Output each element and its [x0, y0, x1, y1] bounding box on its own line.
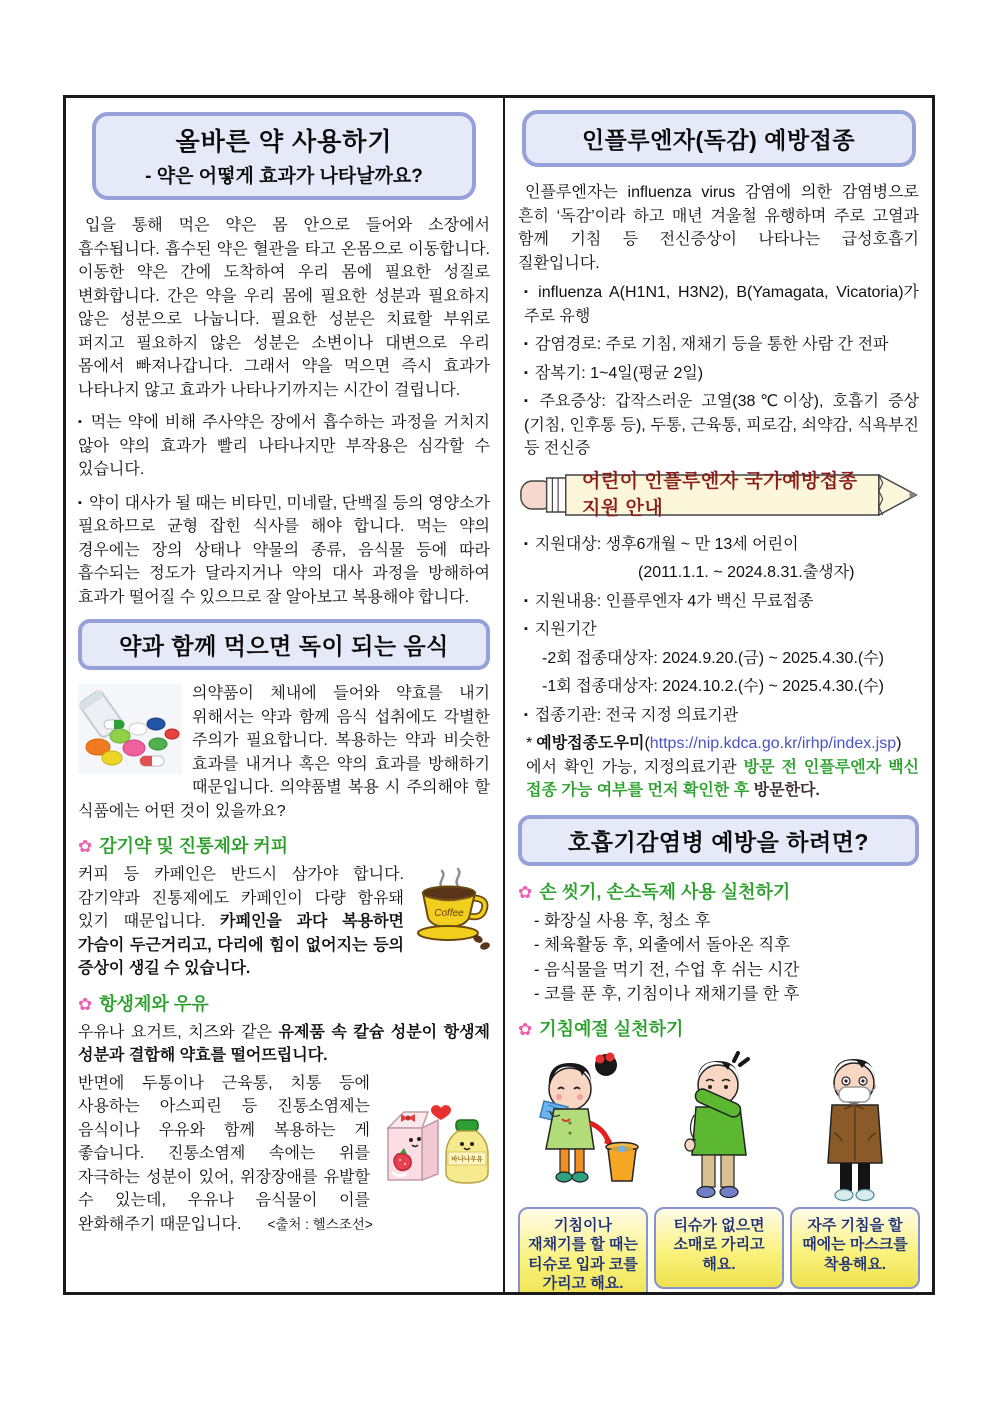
square-bullet-icon: ▪ — [524, 286, 532, 298]
coffee-heading — [78, 832, 490, 858]
milk-heading-text: 항생제와 우유 — [99, 993, 209, 1014]
handwash-item: - 체육활동 후, 외출에서 돌아온 직후 — [534, 936, 791, 954]
left-title-box — [92, 112, 476, 200]
bullet-text: 감염경로: 주로 기침, 재채기 등을 통한 사람 간 전파 — [534, 336, 889, 353]
square-bullet-icon: ▪ — [524, 594, 528, 607]
banana-milk-label: 바나나우유 — [451, 1155, 483, 1163]
flu-info-bullet — [518, 362, 919, 386]
prevention-section-title-box — [518, 815, 919, 866]
source-credit: <출처 : 헬스조선> — [267, 1216, 373, 1232]
vaccination-helper-note — [518, 732, 919, 803]
medicine-bullet-1 — [78, 411, 490, 482]
bullet-text: 지원내용: 인플루엔자 4가 백신 무료접종 — [534, 592, 814, 610]
food-intro-block — [78, 682, 490, 823]
bullet-text: 잠복기: 1~4일(평균 2일) — [534, 364, 704, 382]
handwash-heading-text: 손 씻기, 손소독제 사용 실천하기 — [539, 881, 791, 902]
bullet-text: 접종기관: 전국 지정 의료기관 — [534, 706, 739, 724]
pills-photo — [78, 684, 182, 782]
cough-etiquette-heading-text: 기침예절 실천하기 — [539, 1018, 684, 1039]
milk-image — [378, 1098, 490, 1198]
milk-heading — [78, 990, 490, 1016]
flower-bullet-icon: ✿ — [518, 1019, 533, 1039]
bullet-text: influenza A(H1N1, H3N2), B(Yamagata, Vicatoria)가 주로 유행 — [524, 284, 919, 325]
coffee-cup-label: Coffee — [434, 908, 464, 919]
medicine-intro-paragraph: 입을 통해 먹은 약은 몸 안으로 들어와 소장에서 흡수됩니다. 흡수된 약은 혈관을 타고 온몸으로 이동합니다. 이동한 약은 간에 도착하여 우리 몸에 필요한 성질로 변화합니다. 간은 약을 우리 몸에 필요한 성분과 필요하지 않은 성분으로 나눕니다. 필요한 성분은 치료할 부위로 퍼지고 필요하지 않은 성분은 소변이나 대변으로 우리 몸에서 빠져나갑니다. 그래서 약을 먹으면 즉시 효과가 나타나지 않고 효과가 나타나기까지는 시간이 걸립니다. — [78, 217, 490, 399]
square-bullet-icon: ▪ — [524, 338, 528, 350]
square-bullet-icon: ▪ — [524, 708, 528, 721]
support-content-bullet — [518, 590, 919, 614]
bullet-text: 지원대상: 생후6개월 ~ 만 13세 어린이 — [534, 535, 799, 553]
asterisk-icon: * — [526, 735, 533, 752]
coffee-paragraph — [78, 863, 490, 981]
handwash-item: - 코를 푼 후, 기침이나 재채기를 한 후 — [534, 985, 800, 1003]
flu-title-box — [522, 110, 916, 167]
note-end-text: 방문한다. — [753, 782, 820, 799]
handwash-heading — [518, 878, 919, 904]
coffee-text-regular: 커피 등 카페인은 반드시 삼가야 합니다. 감기약과 진통제에도 카페인이 다량 함유돼 있기 때문입니다. — [78, 866, 404, 930]
bullet-text: 주요증상: 갑작스러운 고열(38℃이상), 호흡기 증상 (기침, 인후통 등), 두통, 근육통, 피로감, 쇠약감, 식욕부진 등 전신증 — [524, 393, 919, 457]
food-section-title: 약과 함께 먹으면 독이 되는 음식 — [119, 633, 449, 659]
coffee-cup-illustration — [412, 867, 490, 951]
square-bullet-icon: ▪ — [524, 537, 528, 550]
support-target-subline: (2011.1.1. ~ 2024.8.31.출생자) — [638, 564, 855, 581]
period-line: -2회 접종대상자: 2024.9.20.(금) ~ 2025.4.30.(수) — [542, 649, 885, 667]
flu-intro-paragraph: 인플루엔자는 influenza virus 감염에 의한 감염병으로 흔히 ‘독감’이라 하고 매년 겨울철 유행하며 주로 고열과 함께 기침 등 전신증상이 나타나는 급성호흡기 질환입니다. — [518, 184, 919, 272]
support-clinic-bullet — [518, 704, 919, 728]
food-section-title-box — [78, 619, 490, 670]
medicine-bullet-2 — [78, 492, 490, 610]
square-bullet-icon: ▪ — [78, 416, 84, 428]
support-period-bullet — [518, 618, 919, 642]
vaccination-banner — [518, 468, 919, 522]
coffee-text-bold: 카페인을 과다 복용하면 가슴이 두근거리고, 다리에 힘이 없어지는 등의 증상이 생길 수 있습니다. — [78, 913, 405, 977]
flu-info-bullet — [518, 390, 919, 461]
coffee-heading-text: 감기약 및 진통제와 커피 — [99, 836, 289, 856]
helper-site-link[interactable]: https://nip.kdca.go.kr/irhp/index.jsp — [649, 735, 897, 752]
bullet-text: 약이 대사가 될 때는 비타민, 미네랄, 단백질 등의 영양소가 필요하므로 균형 잡힌 식사를 해야 합니다. 먹는 약의 경우에는 장의 상태나 약물의 종류, 음식물 등에 따라 흡수되는 정도가 달라지거나 약의 대사 과정을 방해하여 효과가 떨어질 수 있으므로 잘 알아보고 복용해야 합니다. — [78, 494, 490, 606]
note-mid-text: 에서 확인 가능, 지정의료기관 — [526, 758, 744, 776]
handwash-item: - 화장실 사용 후, 청소 후 — [534, 911, 711, 930]
tip-caption: 기침이나 재채기를 할 때는 티슈로 입과 코를 가리고 해요. — [518, 1207, 648, 1293]
boy-sleeve-illustration — [654, 1049, 784, 1211]
coffee-cup-image — [412, 867, 490, 959]
cough-etiquette-heading — [518, 1015, 919, 1041]
girl-tissue-illustration — [518, 1049, 648, 1211]
bullet-text: 지원기간 — [534, 621, 597, 638]
square-bullet-icon: ▪ — [524, 366, 528, 379]
tip-card-tissue — [518, 1049, 648, 1293]
milk-paragraph-1 — [78, 1021, 490, 1068]
left-column — [66, 98, 505, 1292]
helper-label: 예방접종도우미 — [536, 735, 645, 752]
left-subtitle: - 약은 어떻게 효과가 나타날까요? — [145, 166, 423, 187]
tip-card-sleeve — [654, 1049, 784, 1293]
tip-caption: 티슈가 없으면 소매로 가리고 해요. — [654, 1207, 784, 1289]
boy-mask-illustration — [790, 1049, 920, 1211]
milk-illustration — [378, 1098, 490, 1190]
food-intro-text: 의약품이 체내에 들어와 약효를 내기 위해서는 약과 함께 음식 섭취에도 각별한 주의가 필요합니다. 복용하는 약과 비슷한 효과를 내거나 혹은 약의 효과를 방해하기 때문입니다. 의약품별 복용 시 주의해야 할 식품에는 어떤 것이 있을까요? — [78, 685, 490, 820]
period-line: -1회 접종대상자: 2024.10.2.(수) ~ 2025.4.30.(수) — [542, 678, 885, 695]
flower-bullet-icon: ✿ — [518, 882, 533, 902]
paren: ( — [644, 735, 650, 752]
banner-text: 어린이 인플루엔자 국가예방접종 지원 안내 — [582, 470, 858, 519]
support-target-bullet — [518, 533, 919, 557]
handwash-item: - 음식물을 먹기 전, 수업 후 쉬는 시간 — [534, 960, 800, 979]
pills-illustration — [78, 684, 182, 774]
square-bullet-icon: ▪ — [524, 623, 528, 635]
square-bullet-icon: ▪ — [524, 395, 533, 407]
paren: ) — [896, 735, 902, 752]
right-column — [505, 98, 932, 1292]
flu-info-bullet — [518, 333, 919, 357]
milk-p1-bold: 유제품 속 칼슘 성분이 항생제 성분과 결합해 약효를 떨어뜨립니다. — [78, 1023, 490, 1064]
milk-paragraph-2 — [78, 1072, 490, 1237]
flu-title: 인플루엔자(독감) 예방접종 — [581, 127, 856, 153]
content-border — [63, 95, 935, 1295]
square-bullet-icon: ▪ — [78, 496, 83, 509]
flower-bullet-icon: ✿ — [78, 994, 93, 1014]
flower-bullet-icon: ✿ — [78, 837, 93, 856]
cough-etiquette-cards — [518, 1049, 919, 1293]
flu-info-bullet — [518, 281, 919, 328]
tip-card-mask — [790, 1049, 920, 1293]
handwash-list — [518, 909, 919, 1007]
milk-p2-text: 반면에 두통이나 근육통, 치통 등에 사용하는 아스피린 등 진통소염제는 음식이나 우유와 함께 복용하는 게 좋습니다. 진통소염제 속에는 위를 자극하는 성분이 있어, 위장장애를 유발할 수 있는데, 우유나 음식물이 이를 완화해주기 때문입니다. — [78, 1074, 370, 1233]
left-title: 올바른 약 사용하기 — [175, 128, 393, 156]
milk-p1-regular: 우유나 요거트, 치즈와 같은 — [78, 1023, 279, 1041]
bullet-text: 먹는 약에 비해 주사약은 장에서 흡수하는 과정을 거치지 않아 약의 효과가 빨리 나타나지만 부작용은 심각할 수 있습니다. — [78, 414, 490, 478]
note-green-text: 방문 전 인플루엔자 백신 접종 가능 여부를 먼저 확인한 후 — [526, 758, 919, 799]
tip-caption: 자주 기침을 할 때에는 마스크를 착용해요. — [790, 1207, 920, 1289]
prevention-section-title: 호흡기감염병 예방을 하려면? — [568, 828, 869, 855]
